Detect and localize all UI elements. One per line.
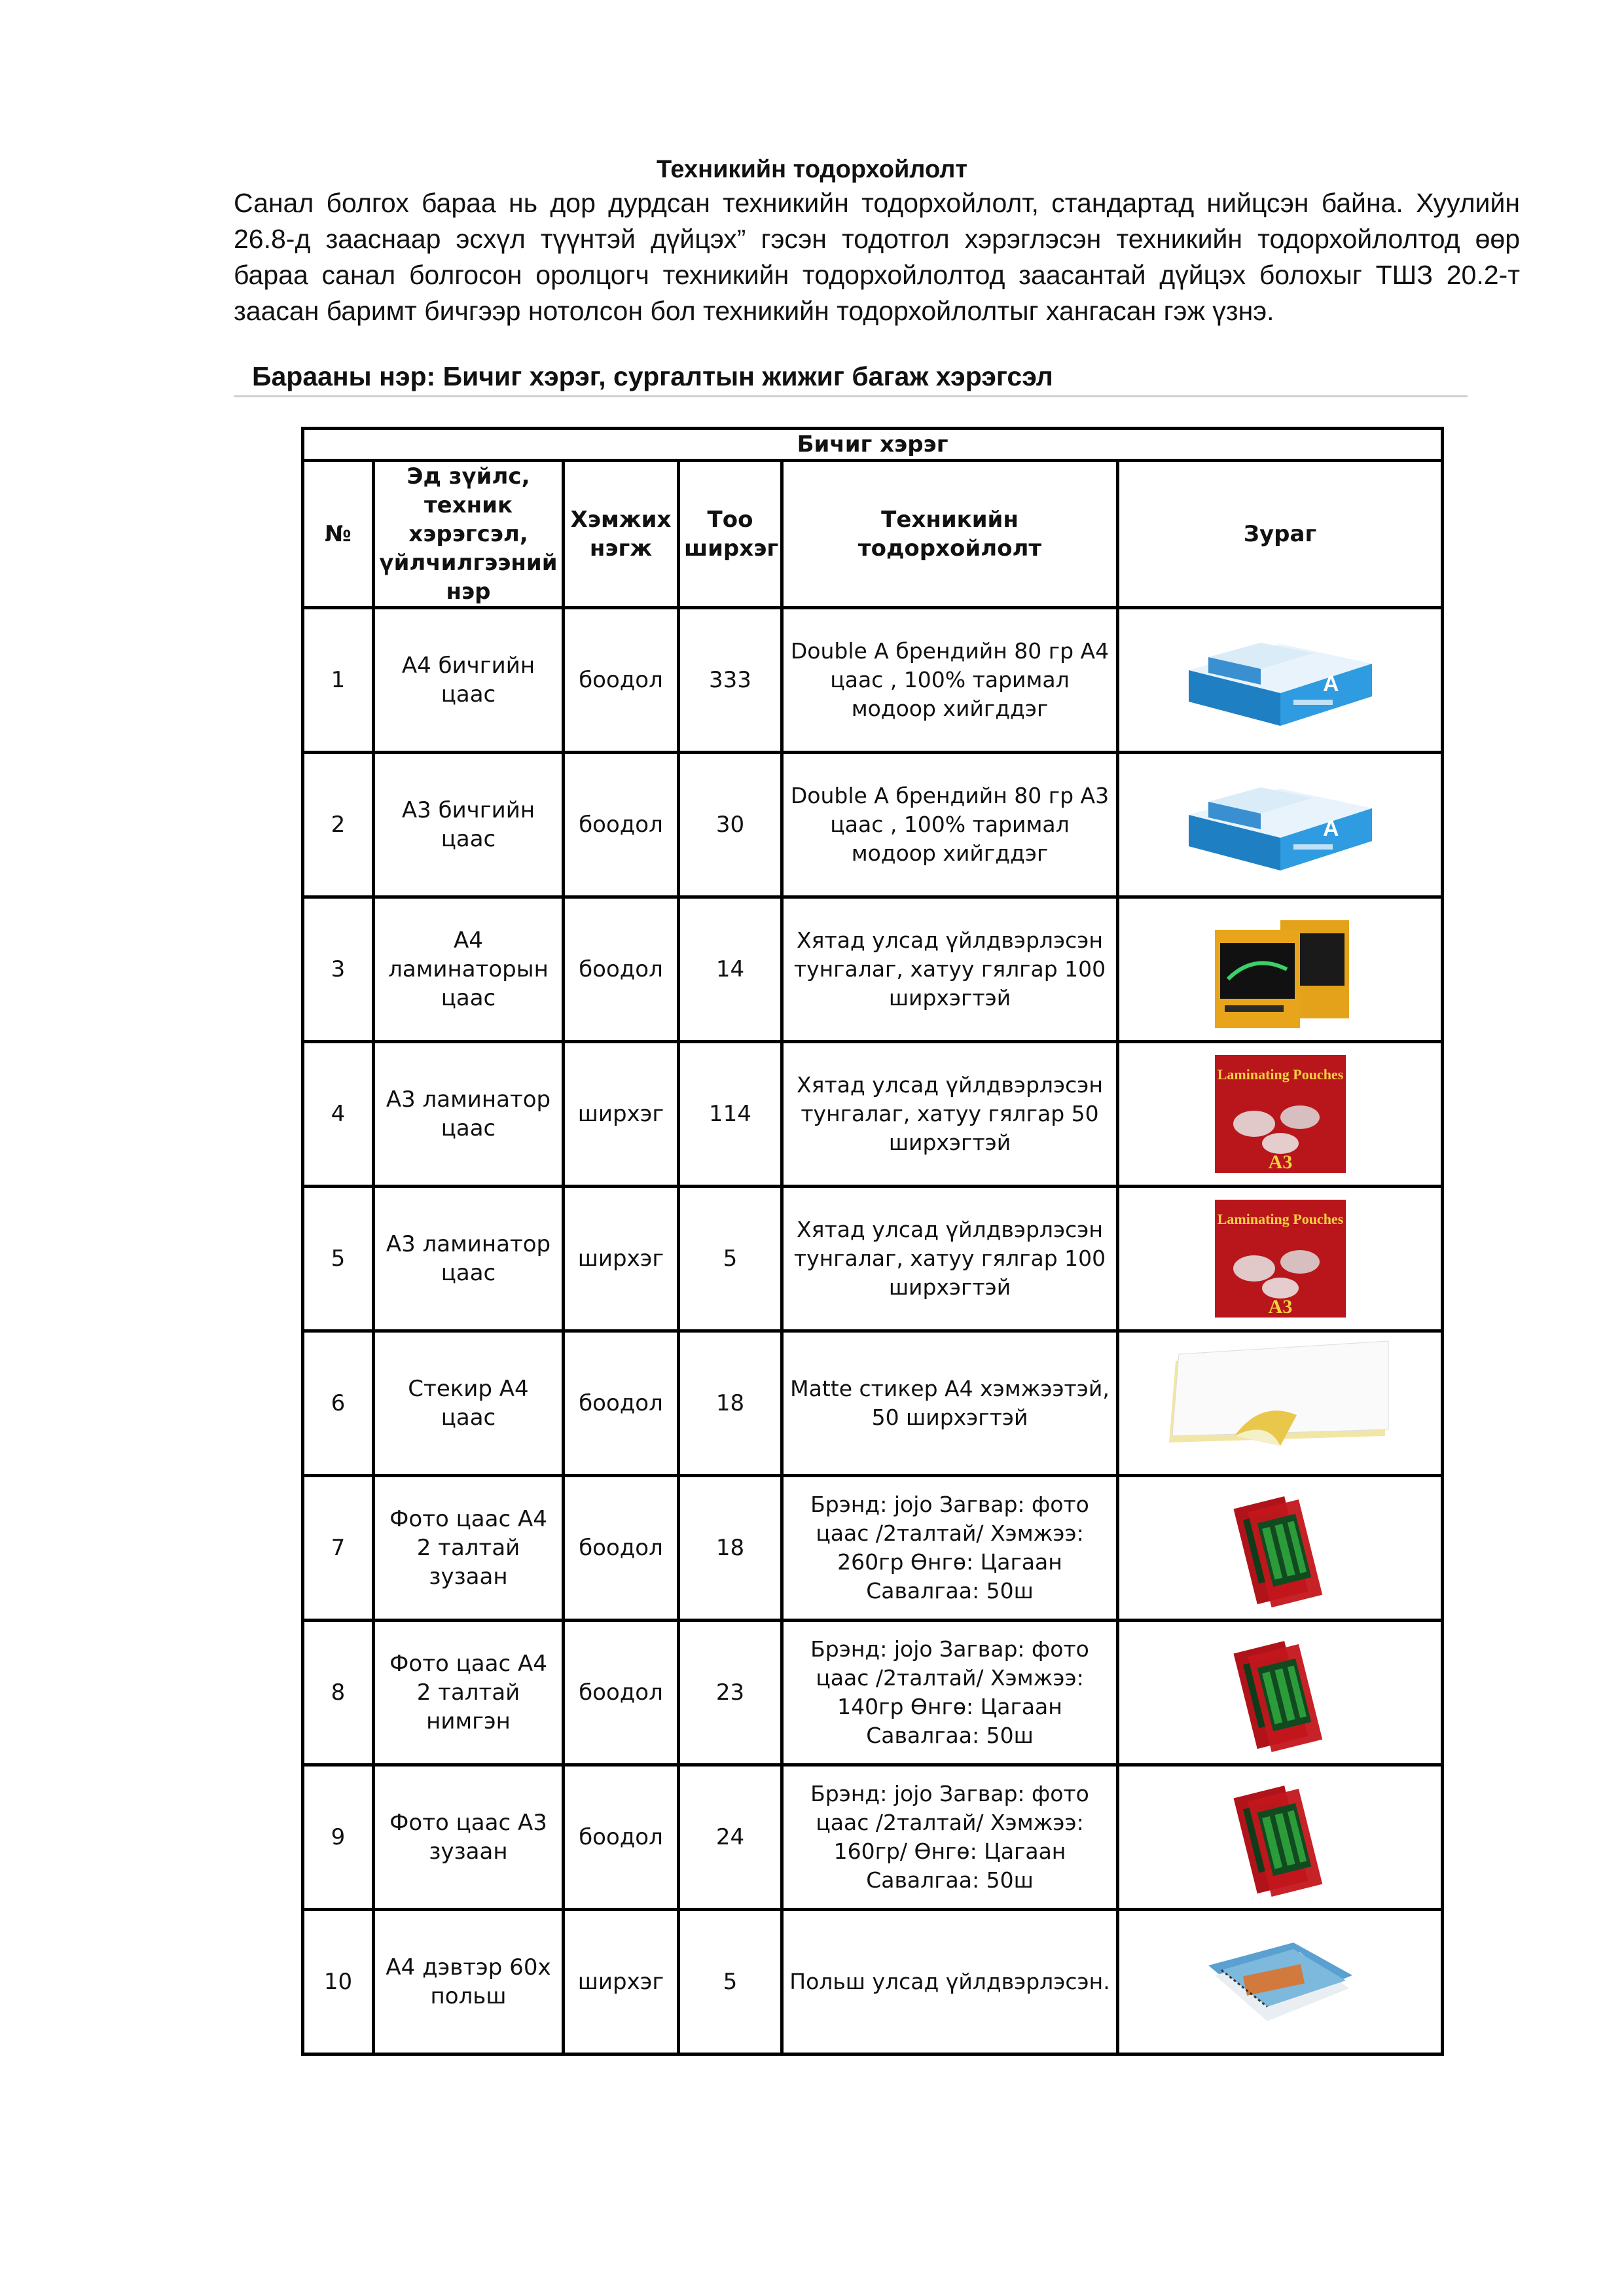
cell-name: Фото цаас А3 зузаан — [374, 1765, 564, 1910]
cell-no: 10 — [303, 1910, 374, 2054]
cell-spec: Double A брендийн 80 гр А4 цаас , 100% таримал модоор хийгддэг — [782, 608, 1118, 753]
table-row — [303, 608, 1443, 753]
header-spec: Техникийн тодорхойлолт — [782, 461, 1118, 608]
header-qty: Тоо ширхэг — [679, 461, 782, 608]
cell-spec: Польш улсад үйлдвэрлэсэн. — [782, 1910, 1118, 2054]
cell-spec: Брэнд: jojo Загвар: фото цаас /2талтай/ Хэмжээ: 140гр Өнгө: Цагаан Савалгаа: 50ш — [782, 1621, 1118, 1765]
cell-unit: ширхэг — [564, 1042, 679, 1187]
cell-unit: ширхэг — [564, 1910, 679, 2054]
cell-name: А3 ламинатор цаас — [374, 1187, 564, 1331]
notebook-image — [1118, 1910, 1443, 2054]
cell-unit: боодол — [564, 1331, 679, 1476]
cell-name: А3 ламинатор цаас — [374, 1042, 564, 1187]
cell-qty: 18 — [679, 1331, 782, 1476]
cell-no: 2 — [303, 753, 374, 897]
spec-table — [301, 427, 1444, 2056]
pouch-brand-text: Laminating Pouches — [1217, 1066, 1343, 1083]
cell-no: 5 — [303, 1187, 374, 1331]
intro-paragraph — [234, 185, 1520, 329]
cell-spec: Хятад улсад үйлдвэрлэсэн тунгалаг, хатуу гялгар 100 ширхэгтэй — [782, 897, 1118, 1042]
cell-qty: 5 — [679, 1187, 782, 1331]
heading-divider — [234, 395, 1468, 397]
header-no: № — [303, 461, 374, 608]
svg-text:A: A — [1322, 672, 1339, 696]
svg-text:A: A — [1322, 816, 1339, 841]
cell-unit: боодол — [564, 1765, 679, 1910]
cell-spec: Хятад улсад үйлдвэрлэсэн тунгалаг, хатуу гялгар 50 ширхэгтэй — [782, 1042, 1118, 1187]
cell-qty: 114 — [679, 1042, 782, 1187]
svg-text:A3: A3 — [1268, 1151, 1292, 1173]
cell-qty: 18 — [679, 1476, 782, 1621]
table-row — [303, 1187, 1443, 1331]
cell-qty: 14 — [679, 897, 782, 1042]
cell-unit: боодол — [564, 753, 679, 897]
table-caption: Бичиг хэрэг — [303, 429, 1443, 461]
table-row — [303, 1476, 1443, 1621]
cell-unit: боодол — [564, 1476, 679, 1621]
cell-name: Фото цаас А4 2 талтай нимгэн — [374, 1621, 564, 1765]
intro-text: Санал болгох бараа нь дор дурдсан техникийн тодорхойлолт, стандартад нийцсэн байна. Хуулийн 26.8-д зааснаар эсхүл түүнтэй дүйцэх” гэсэн тодотгол хэрэглэсэн техникийн тодорхойлолтод өөр бараа санал болгосон оролцогч техникийн тодорхойлолтод заасантай дүйцэх болохыг ТШЗ 20.2-т заасан баримт бичгээр нотолсон бол техникийн тодорхойлолтыг хангасан гэж үзнэ. — [234, 188, 1520, 326]
cell-qty: 333 — [679, 608, 782, 753]
cell-no: 1 — [303, 608, 374, 753]
laminating-pouches-image — [1118, 1187, 1443, 1331]
cell-no: 9 — [303, 1765, 374, 1910]
cell-unit: боодол — [564, 608, 679, 753]
cell-qty: 30 — [679, 753, 782, 897]
table-row — [303, 753, 1443, 897]
table-row — [303, 1621, 1443, 1765]
photo-paper-image — [1118, 1476, 1443, 1621]
cell-unit: боодол — [564, 897, 679, 1042]
cell-no: 7 — [303, 1476, 374, 1621]
laminating-film-image — [1118, 897, 1443, 1042]
document-title: Техникийн тодорхойлолт — [657, 156, 967, 183]
cell-name: А4 ламинаторын цаас — [374, 897, 564, 1042]
cell-spec: Брэнд: jojo Загвар: фото цаас /2талтай/ Хэмжээ: 260гр Өнгө: Цагаан Савалгаа: 50ш — [782, 1476, 1118, 1621]
header-image: Зураг — [1118, 461, 1443, 608]
paper-box-image — [1118, 753, 1443, 897]
cell-name: А4 бичгийн цаас — [374, 608, 564, 753]
sticker-paper-image — [1118, 1331, 1443, 1476]
cell-no: 6 — [303, 1331, 374, 1476]
header-unit: Хэмжих нэгж — [564, 461, 679, 608]
table-row — [303, 1910, 1443, 2054]
svg-text:A3: A3 — [1268, 1296, 1292, 1318]
laminating-pouches-image — [1118, 1042, 1443, 1187]
cell-name: А3 бичгийн цаас — [374, 753, 564, 897]
cell-qty: 23 — [679, 1621, 782, 1765]
table-row — [303, 1331, 1443, 1476]
table-row — [303, 1765, 1443, 1910]
header-name: Эд зүйлс, техник хэрэгсэл, үйлчилгээний нэр — [374, 461, 564, 608]
cell-spec: Double A брендийн 80 гр А3 цаас , 100% таримал модоор хийгддэг — [782, 753, 1118, 897]
paper-box-image — [1118, 608, 1443, 753]
cell-qty: 24 — [679, 1765, 782, 1910]
cell-no: 3 — [303, 897, 374, 1042]
cell-name: А4 дэвтэр 60х польш — [374, 1910, 564, 2054]
table-row — [303, 897, 1443, 1042]
table-row — [303, 1042, 1443, 1187]
cell-name: Фото цаас А4 2 талтай зузаан — [374, 1476, 564, 1621]
cell-spec: Хятад улсад үйлдвэрлэсэн тунгалаг, хатуу гялгар 100 ширхэгтэй — [782, 1187, 1118, 1331]
cell-name: Стекир А4 цаас — [374, 1331, 564, 1476]
cell-qty: 5 — [679, 1910, 782, 2054]
cell-unit: боодол — [564, 1621, 679, 1765]
cell-spec: Matte стикер А4 хэмжээтэй, 50 ширхэгтэй — [782, 1331, 1118, 1476]
cell-no: 8 — [303, 1621, 374, 1765]
photo-paper-image — [1118, 1621, 1443, 1765]
pouch-brand-text: Laminating Pouches — [1217, 1211, 1343, 1227]
photo-paper-image — [1118, 1765, 1443, 1910]
cell-no: 4 — [303, 1042, 374, 1187]
cell-unit: ширхэг — [564, 1187, 679, 1331]
product-name-heading: Барааны нэр: Бичиг хэрэг, сургалтын жижиг багаж хэрэгсэл — [252, 361, 1053, 391]
cell-spec: Брэнд: jojo Загвар: фото цаас /2талтай/ Хэмжээ: 160гр/ Өнгө: Цагаан Савалгаа: 50ш — [782, 1765, 1118, 1910]
